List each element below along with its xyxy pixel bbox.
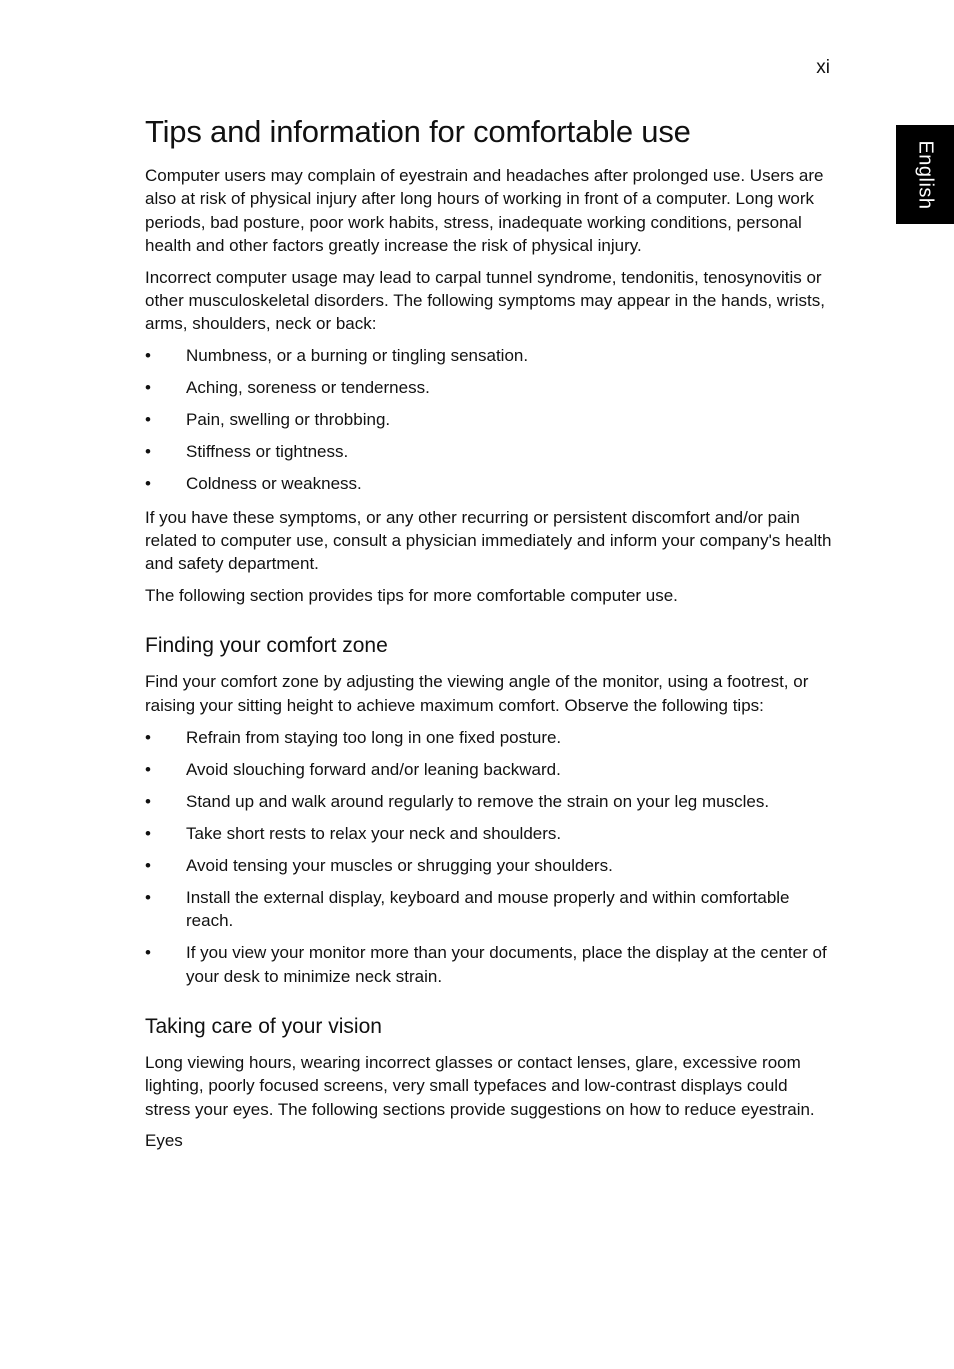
list-item: [145, 758, 835, 781]
intro-paragraph: Computer users may complain of eyestrain and headaches after prolonged use. Users are also at risk of physical injury after long hours of working in front of a computer. Long work periods, bad posture, poor work habits, stress, inadequate working conditions, personal health and other factors greatly increase the risk of physical injury.: [145, 166, 824, 255]
page-number: xi: [816, 57, 830, 78]
list-item: [145, 408, 835, 431]
bullet: •: [145, 346, 151, 366]
list-item: [145, 344, 835, 367]
list-item-text: Refrain from staying too long in one fixed posture.: [186, 727, 562, 747]
list-item-text: Pain, swelling or throbbing.: [186, 410, 391, 430]
list-item-text: Aching, soreness or tenderness.: [186, 378, 430, 398]
list-item: [145, 822, 835, 845]
list-item: [145, 440, 835, 463]
bullet: •: [145, 474, 151, 494]
bullet: •: [145, 823, 151, 843]
list-item: [145, 376, 835, 399]
symptoms-list: [145, 344, 835, 496]
section-heading-comfort-zone: Finding your comfort zone: [145, 634, 388, 658]
list-item-text: Stiffness or tightness.: [186, 442, 349, 462]
list-item-text: Numbness, or a burning or tingling sensation.: [186, 346, 529, 366]
language-tab: [896, 125, 954, 224]
list-item-text: Stand up and walk around regularly to remove the strain on your leg muscles.: [186, 791, 770, 811]
list-item-text: Avoid slouching forward and/or leaning backward.: [186, 759, 561, 779]
page-content: [145, 112, 835, 1161]
bullet: •: [145, 378, 151, 398]
list-item-text: Take short rests to relax your neck and shoulders.: [186, 823, 562, 843]
bullet: •: [145, 727, 151, 747]
list-item-text: Avoid tensing your muscles or shrugging your shoulders.: [186, 855, 613, 875]
bullet: •: [145, 943, 151, 963]
list-item-text: Install the external display, keyboard and mouse properly and within comfortable reach.: [186, 888, 790, 931]
bullet: •: [145, 410, 151, 430]
list-item: [145, 790, 835, 813]
list-item: [145, 886, 835, 933]
section-heading-vision: Taking care of your vision: [145, 1014, 382, 1038]
bullet: •: [145, 888, 151, 907]
list-item-text: Coldness or weakness.: [186, 474, 362, 494]
list-item: [145, 726, 835, 749]
comfort-zone-paragraph: Find your comfort zone by adjusting the viewing angle of the monitor, using a footrest, or raising your sitting height to achieve maximum comfort. Observe the following tips:: [145, 672, 809, 715]
list-item-text: If you view your monitor more than your documents, place the display at the center of your desk to minimize neck strain.: [186, 943, 827, 986]
vision-paragraph: Long viewing hours, wearing incorrect glasses or contact lenses, glare, excessive room lighting, poorly focused screens, very small typefaces and low-contrast displays could stress your eyes. The following sections provide suggestions on how to reduce eyestrain.: [145, 1052, 815, 1119]
intro-paragraph: Incorrect computer usage may lead to carpal tunnel syndrome, tendonitis, tenosynovitis or other musculoskeletal disorders. The following symptoms may appear in the hands, wrists, arms, shoulders, neck or back:: [145, 267, 825, 334]
list-item: [145, 941, 835, 988]
list-item: [145, 472, 835, 495]
language-tab-label: English: [914, 139, 937, 210]
bullet: •: [145, 442, 151, 462]
bullet: •: [145, 759, 151, 779]
subheading-eyes: Eyes: [145, 1131, 183, 1151]
bullet: •: [145, 791, 151, 811]
bullet: •: [145, 855, 151, 875]
list-item: [145, 854, 835, 877]
closing-paragraph: If you have these symptoms, or any other recurring or persistent discomfort and/or pain related to computer use, consult a physician immediately and inform your company's health and safety department.: [145, 507, 832, 574]
closing-paragraph: The following section provides tips for more comfortable computer use.: [145, 586, 678, 606]
comfort-tips-list: [145, 726, 835, 988]
page-title: Tips and information for comfortable use: [145, 114, 691, 149]
